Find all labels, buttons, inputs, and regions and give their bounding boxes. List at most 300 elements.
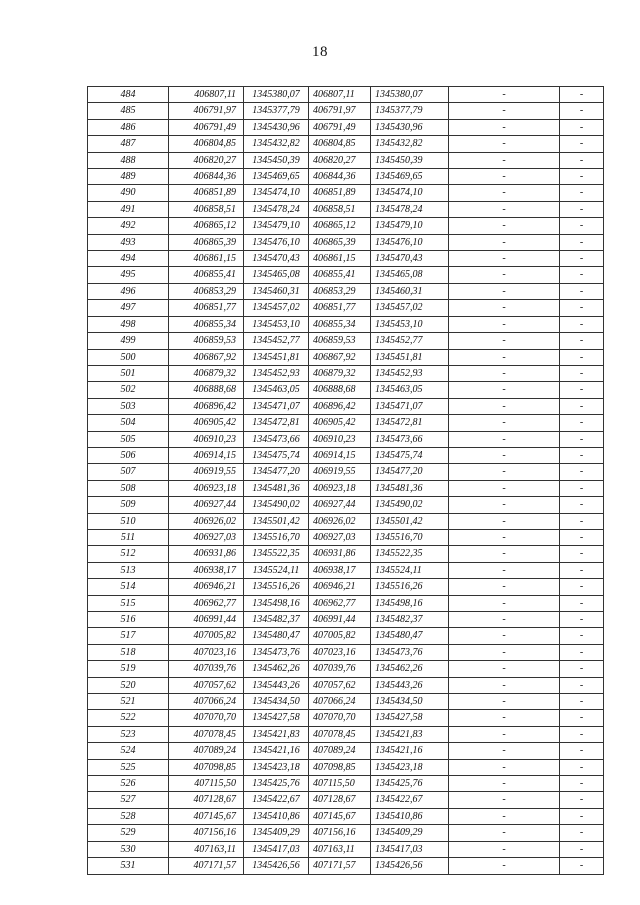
y-coord-2-cell: 1345469,65 xyxy=(371,169,449,185)
table-row xyxy=(88,694,604,710)
point-number-cell: 485 xyxy=(88,103,169,119)
dash-cell-a: - xyxy=(449,349,560,365)
dash-cell-a: - xyxy=(449,825,560,841)
y-coord-cell: 1345450,39 xyxy=(244,152,309,168)
y-coord-cell: 1345498,16 xyxy=(244,595,309,611)
dash-cell-b: - xyxy=(560,251,604,267)
y-coord-cell: 1345524,11 xyxy=(244,562,309,578)
x-coord-2-cell: 406851,77 xyxy=(309,300,371,316)
point-number-cell: 502 xyxy=(88,382,169,398)
y-coord-cell: 1345452,93 xyxy=(244,365,309,381)
dash-cell-a: - xyxy=(449,251,560,267)
y-coord-cell: 1345423,18 xyxy=(244,759,309,775)
x-coord-cell: 407057,62 xyxy=(169,677,244,693)
point-number-cell: 526 xyxy=(88,776,169,792)
y-coord-cell: 1345421,16 xyxy=(244,743,309,759)
y-coord-2-cell: 1345516,70 xyxy=(371,529,449,545)
x-coord-cell: 407039,76 xyxy=(169,661,244,677)
point-number-cell: 501 xyxy=(88,365,169,381)
y-coord-cell: 1345482,37 xyxy=(244,612,309,628)
y-coord-2-cell: 1345377,79 xyxy=(371,103,449,119)
table-row xyxy=(88,382,604,398)
y-coord-2-cell: 1345477,20 xyxy=(371,464,449,480)
x-coord-cell: 406851,89 xyxy=(169,185,244,201)
y-coord-2-cell: 1345498,16 xyxy=(371,595,449,611)
x-coord-2-cell: 407089,24 xyxy=(309,743,371,759)
x-coord-2-cell: 407078,45 xyxy=(309,726,371,742)
x-coord-2-cell: 407171,57 xyxy=(309,858,371,874)
dash-cell-b: - xyxy=(560,825,604,841)
x-coord-2-cell: 407163,11 xyxy=(309,841,371,857)
point-number-cell: 528 xyxy=(88,808,169,824)
y-coord-2-cell: 1345490,02 xyxy=(371,497,449,513)
x-coord-2-cell: 406896,42 xyxy=(309,398,371,414)
point-number-cell: 530 xyxy=(88,841,169,857)
y-coord-2-cell: 1345475,74 xyxy=(371,447,449,463)
point-number-cell: 487 xyxy=(88,136,169,152)
x-coord-cell: 406791,97 xyxy=(169,103,244,119)
dash-cell-a: - xyxy=(449,595,560,611)
dash-cell-a: - xyxy=(449,119,560,135)
dash-cell-b: - xyxy=(560,710,604,726)
point-number-cell: 494 xyxy=(88,251,169,267)
y-coord-cell: 1345475,74 xyxy=(244,447,309,463)
x-coord-cell: 406919,55 xyxy=(169,464,244,480)
y-coord-2-cell: 1345452,77 xyxy=(371,333,449,349)
x-coord-2-cell: 407005,82 xyxy=(309,628,371,644)
x-coord-2-cell: 406923,18 xyxy=(309,480,371,496)
dash-cell-b: - xyxy=(560,185,604,201)
dash-cell-a: - xyxy=(449,382,560,398)
y-coord-2-cell: 1345380,07 xyxy=(371,87,449,103)
x-coord-2-cell: 406905,42 xyxy=(309,415,371,431)
y-coord-2-cell: 1345480,47 xyxy=(371,628,449,644)
point-number-cell: 515 xyxy=(88,595,169,611)
table-row xyxy=(88,776,604,792)
dash-cell-a: - xyxy=(449,152,560,168)
dash-cell-b: - xyxy=(560,677,604,693)
table-row xyxy=(88,152,604,168)
point-number-cell: 488 xyxy=(88,152,169,168)
dash-cell-a: - xyxy=(449,480,560,496)
x-coord-cell: 406865,39 xyxy=(169,234,244,250)
table-row xyxy=(88,825,604,841)
y-coord-2-cell: 1345450,39 xyxy=(371,152,449,168)
point-number-cell: 521 xyxy=(88,694,169,710)
y-coord-cell: 1345457,02 xyxy=(244,300,309,316)
x-coord-cell: 406851,77 xyxy=(169,300,244,316)
y-coord-2-cell: 1345522,35 xyxy=(371,546,449,562)
dash-cell-b: - xyxy=(560,858,604,874)
y-coord-2-cell: 1345460,31 xyxy=(371,283,449,299)
point-number-cell: 517 xyxy=(88,628,169,644)
x-coord-cell: 407145,67 xyxy=(169,808,244,824)
table-row xyxy=(88,267,604,283)
x-coord-2-cell: 407023,16 xyxy=(309,644,371,660)
dash-cell-b: - xyxy=(560,431,604,447)
point-number-cell: 503 xyxy=(88,398,169,414)
table-row xyxy=(88,464,604,480)
table-row xyxy=(88,103,604,119)
x-coord-2-cell: 406991,44 xyxy=(309,612,371,628)
table-row xyxy=(88,480,604,496)
dash-cell-a: - xyxy=(449,333,560,349)
dash-cell-b: - xyxy=(560,480,604,496)
table-row xyxy=(88,726,604,742)
x-coord-cell: 406905,42 xyxy=(169,415,244,431)
y-coord-2-cell: 1345423,18 xyxy=(371,759,449,775)
dash-cell-b: - xyxy=(560,119,604,135)
dash-cell-b: - xyxy=(560,201,604,217)
x-coord-2-cell: 406931,86 xyxy=(309,546,371,562)
x-coord-cell: 407089,24 xyxy=(169,743,244,759)
x-coord-cell: 407098,85 xyxy=(169,759,244,775)
x-coord-2-cell: 406791,49 xyxy=(309,119,371,135)
point-number-cell: 516 xyxy=(88,612,169,628)
dash-cell-b: - xyxy=(560,365,604,381)
x-coord-2-cell: 406804,85 xyxy=(309,136,371,152)
table-row xyxy=(88,333,604,349)
y-coord-2-cell: 1345421,83 xyxy=(371,726,449,742)
dash-cell-b: - xyxy=(560,349,604,365)
x-coord-cell: 406858,51 xyxy=(169,201,244,217)
y-coord-2-cell: 1345481,36 xyxy=(371,480,449,496)
x-coord-2-cell: 406807,11 xyxy=(309,87,371,103)
point-number-cell: 518 xyxy=(88,644,169,660)
point-number-cell: 489 xyxy=(88,169,169,185)
point-number-cell: 509 xyxy=(88,497,169,513)
y-coord-2-cell: 1345426,56 xyxy=(371,858,449,874)
y-coord-cell: 1345480,47 xyxy=(244,628,309,644)
y-coord-2-cell: 1345432,82 xyxy=(371,136,449,152)
dash-cell-b: - xyxy=(560,628,604,644)
point-number-cell: 496 xyxy=(88,283,169,299)
y-coord-cell: 1345422,67 xyxy=(244,792,309,808)
y-coord-2-cell: 1345472,81 xyxy=(371,415,449,431)
y-coord-cell: 1345410,86 xyxy=(244,808,309,824)
x-coord-cell: 407070,70 xyxy=(169,710,244,726)
point-number-cell: 495 xyxy=(88,267,169,283)
table-row xyxy=(88,185,604,201)
dash-cell-b: - xyxy=(560,218,604,234)
dash-cell-b: - xyxy=(560,415,604,431)
y-coord-2-cell: 1345410,86 xyxy=(371,808,449,824)
x-coord-cell: 406931,86 xyxy=(169,546,244,562)
dash-cell-a: - xyxy=(449,464,560,480)
x-coord-2-cell: 406844,36 xyxy=(309,169,371,185)
dash-cell-b: - xyxy=(560,759,604,775)
dash-cell-b: - xyxy=(560,234,604,250)
dash-cell-a: - xyxy=(449,841,560,857)
table-row xyxy=(88,136,604,152)
y-coord-2-cell: 1345501,42 xyxy=(371,513,449,529)
y-coord-2-cell: 1345482,37 xyxy=(371,612,449,628)
point-number-cell: 508 xyxy=(88,480,169,496)
y-coord-cell: 1345426,56 xyxy=(244,858,309,874)
y-coord-cell: 1345460,31 xyxy=(244,283,309,299)
x-coord-2-cell: 406855,41 xyxy=(309,267,371,283)
dash-cell-a: - xyxy=(449,710,560,726)
dash-cell-b: - xyxy=(560,382,604,398)
coordinates-table xyxy=(87,86,604,875)
dash-cell-a: - xyxy=(449,529,560,545)
x-coord-cell: 406859,53 xyxy=(169,333,244,349)
x-coord-cell: 406927,44 xyxy=(169,497,244,513)
x-coord-cell: 406820,27 xyxy=(169,152,244,168)
dash-cell-b: - xyxy=(560,497,604,513)
point-number-cell: 525 xyxy=(88,759,169,775)
x-coord-cell: 406914,15 xyxy=(169,447,244,463)
x-coord-cell: 406855,34 xyxy=(169,316,244,332)
dash-cell-a: - xyxy=(449,628,560,644)
x-coord-2-cell: 407066,24 xyxy=(309,694,371,710)
y-coord-cell: 1345471,07 xyxy=(244,398,309,414)
dash-cell-a: - xyxy=(449,497,560,513)
point-number-cell: 499 xyxy=(88,333,169,349)
x-coord-2-cell: 406962,77 xyxy=(309,595,371,611)
table-row xyxy=(88,365,604,381)
x-coord-cell: 406855,41 xyxy=(169,267,244,283)
x-coord-cell: 407066,24 xyxy=(169,694,244,710)
y-coord-2-cell: 1345471,07 xyxy=(371,398,449,414)
point-number-cell: 527 xyxy=(88,792,169,808)
y-coord-2-cell: 1345451,81 xyxy=(371,349,449,365)
y-coord-2-cell: 1345422,67 xyxy=(371,792,449,808)
x-coord-2-cell: 406919,55 xyxy=(309,464,371,480)
dash-cell-b: - xyxy=(560,267,604,283)
x-coord-2-cell: 407039,76 xyxy=(309,661,371,677)
table-row xyxy=(88,858,604,874)
y-coord-2-cell: 1345476,10 xyxy=(371,234,449,250)
y-coord-cell: 1345462,26 xyxy=(244,661,309,677)
point-number-cell: 500 xyxy=(88,349,169,365)
x-coord-cell: 406865,12 xyxy=(169,218,244,234)
point-number-cell: 491 xyxy=(88,201,169,217)
dash-cell-a: - xyxy=(449,562,560,578)
y-coord-cell: 1345469,65 xyxy=(244,169,309,185)
x-coord-2-cell: 407098,85 xyxy=(309,759,371,775)
dash-cell-a: - xyxy=(449,300,560,316)
dash-cell-a: - xyxy=(449,185,560,201)
table-row xyxy=(88,300,604,316)
table-row xyxy=(88,349,604,365)
x-coord-cell: 406861,15 xyxy=(169,251,244,267)
x-coord-cell: 406791,49 xyxy=(169,119,244,135)
y-coord-2-cell: 1345478,24 xyxy=(371,201,449,217)
y-coord-cell: 1345465,08 xyxy=(244,267,309,283)
dash-cell-a: - xyxy=(449,612,560,628)
x-coord-2-cell: 407115,50 xyxy=(309,776,371,792)
x-coord-cell: 406946,21 xyxy=(169,579,244,595)
table-row xyxy=(88,661,604,677)
y-coord-2-cell: 1345470,43 xyxy=(371,251,449,267)
y-coord-cell: 1345463,05 xyxy=(244,382,309,398)
x-coord-cell: 407115,50 xyxy=(169,776,244,792)
table-row xyxy=(88,808,604,824)
point-number-cell: 531 xyxy=(88,858,169,874)
point-number-cell: 490 xyxy=(88,185,169,201)
x-coord-cell: 406853,29 xyxy=(169,283,244,299)
y-coord-cell: 1345427,58 xyxy=(244,710,309,726)
y-coord-2-cell: 1345453,10 xyxy=(371,316,449,332)
dash-cell-b: - xyxy=(560,562,604,578)
x-coord-2-cell: 406914,15 xyxy=(309,447,371,463)
dash-cell-b: - xyxy=(560,300,604,316)
dash-cell-a: - xyxy=(449,579,560,595)
table-row xyxy=(88,87,604,103)
x-coord-cell: 406879,32 xyxy=(169,365,244,381)
table-row xyxy=(88,201,604,217)
y-coord-cell: 1345516,70 xyxy=(244,529,309,545)
dash-cell-b: - xyxy=(560,464,604,480)
dash-cell-a: - xyxy=(449,136,560,152)
x-coord-2-cell: 406853,29 xyxy=(309,283,371,299)
table-row xyxy=(88,415,604,431)
x-coord-cell: 406896,42 xyxy=(169,398,244,414)
x-coord-cell: 406910,23 xyxy=(169,431,244,447)
x-coord-2-cell: 406820,27 xyxy=(309,152,371,168)
y-coord-2-cell: 1345524,11 xyxy=(371,562,449,578)
x-coord-cell: 406938,17 xyxy=(169,562,244,578)
dash-cell-a: - xyxy=(449,103,560,119)
table-row xyxy=(88,677,604,693)
dash-cell-a: - xyxy=(449,661,560,677)
coordinates-table-body xyxy=(88,87,604,875)
dash-cell-a: - xyxy=(449,858,560,874)
point-number-cell: 493 xyxy=(88,234,169,250)
point-number-cell: 505 xyxy=(88,431,169,447)
point-number-cell: 498 xyxy=(88,316,169,332)
x-coord-cell: 407163,11 xyxy=(169,841,244,857)
y-coord-cell: 1345476,10 xyxy=(244,234,309,250)
point-number-cell: 510 xyxy=(88,513,169,529)
y-coord-2-cell: 1345417,03 xyxy=(371,841,449,857)
x-coord-2-cell: 407145,67 xyxy=(309,808,371,824)
y-coord-cell: 1345430,96 xyxy=(244,119,309,135)
y-coord-cell: 1345451,81 xyxy=(244,349,309,365)
x-coord-cell: 406867,92 xyxy=(169,349,244,365)
y-coord-cell: 1345377,79 xyxy=(244,103,309,119)
point-number-cell: 497 xyxy=(88,300,169,316)
table-row xyxy=(88,497,604,513)
point-number-cell: 506 xyxy=(88,447,169,463)
y-coord-cell: 1345434,50 xyxy=(244,694,309,710)
dash-cell-b: - xyxy=(560,283,604,299)
table-row xyxy=(88,612,604,628)
dash-cell-a: - xyxy=(449,283,560,299)
point-number-cell: 520 xyxy=(88,677,169,693)
x-coord-2-cell: 406865,39 xyxy=(309,234,371,250)
table-row xyxy=(88,792,604,808)
x-coord-2-cell: 407156,16 xyxy=(309,825,371,841)
dash-cell-b: - xyxy=(560,447,604,463)
x-coord-2-cell: 406859,53 xyxy=(309,333,371,349)
x-coord-cell: 406888,68 xyxy=(169,382,244,398)
y-coord-2-cell: 1345457,02 xyxy=(371,300,449,316)
y-coord-cell: 1345380,07 xyxy=(244,87,309,103)
table-row xyxy=(88,841,604,857)
dash-cell-b: - xyxy=(560,726,604,742)
dash-cell-b: - xyxy=(560,612,604,628)
x-coord-2-cell: 406791,97 xyxy=(309,103,371,119)
dash-cell-a: - xyxy=(449,743,560,759)
table-row xyxy=(88,316,604,332)
dash-cell-b: - xyxy=(560,103,604,119)
x-coord-cell: 406804,85 xyxy=(169,136,244,152)
y-coord-2-cell: 1345473,76 xyxy=(371,644,449,660)
dash-cell-a: - xyxy=(449,694,560,710)
dash-cell-a: - xyxy=(449,726,560,742)
y-coord-2-cell: 1345463,05 xyxy=(371,382,449,398)
table-row xyxy=(88,546,604,562)
dash-cell-a: - xyxy=(449,218,560,234)
dash-cell-b: - xyxy=(560,529,604,545)
x-coord-cell: 406807,11 xyxy=(169,87,244,103)
dash-cell-b: - xyxy=(560,152,604,168)
x-coord-2-cell: 406938,17 xyxy=(309,562,371,578)
dash-cell-b: - xyxy=(560,595,604,611)
table-row xyxy=(88,431,604,447)
y-coord-cell: 1345481,36 xyxy=(244,480,309,496)
y-coord-cell: 1345421,83 xyxy=(244,726,309,742)
dash-cell-b: - xyxy=(560,87,604,103)
dash-cell-b: - xyxy=(560,546,604,562)
y-coord-2-cell: 1345443,26 xyxy=(371,677,449,693)
dash-cell-b: - xyxy=(560,694,604,710)
dash-cell-a: - xyxy=(449,808,560,824)
page-number: 18 xyxy=(312,44,328,60)
x-coord-cell: 407128,67 xyxy=(169,792,244,808)
table-row xyxy=(88,119,604,135)
dash-cell-b: - xyxy=(560,333,604,349)
y-coord-2-cell: 1345465,08 xyxy=(371,267,449,283)
y-coord-2-cell: 1345425,76 xyxy=(371,776,449,792)
dash-cell-b: - xyxy=(560,579,604,595)
y-coord-cell: 1345490,02 xyxy=(244,497,309,513)
y-coord-2-cell: 1345479,10 xyxy=(371,218,449,234)
x-coord-cell: 406923,18 xyxy=(169,480,244,496)
x-coord-cell: 407005,82 xyxy=(169,628,244,644)
dash-cell-a: - xyxy=(449,267,560,283)
x-coord-2-cell: 406851,89 xyxy=(309,185,371,201)
y-coord-cell: 1345473,76 xyxy=(244,644,309,660)
table-row xyxy=(88,447,604,463)
point-number-cell: 523 xyxy=(88,726,169,742)
x-coord-2-cell: 407070,70 xyxy=(309,710,371,726)
y-coord-cell: 1345501,42 xyxy=(244,513,309,529)
y-coord-cell: 1345443,26 xyxy=(244,677,309,693)
y-coord-cell: 1345479,10 xyxy=(244,218,309,234)
table-row xyxy=(88,234,604,250)
y-coord-2-cell: 1345430,96 xyxy=(371,119,449,135)
point-number-cell: 529 xyxy=(88,825,169,841)
dash-cell-b: - xyxy=(560,169,604,185)
point-number-cell: 507 xyxy=(88,464,169,480)
dash-cell-a: - xyxy=(449,169,560,185)
point-number-cell: 519 xyxy=(88,661,169,677)
table-row xyxy=(88,169,604,185)
y-coord-2-cell: 1345462,26 xyxy=(371,661,449,677)
dash-cell-b: - xyxy=(560,776,604,792)
table-row xyxy=(88,710,604,726)
y-coord-2-cell: 1345452,93 xyxy=(371,365,449,381)
table-row xyxy=(88,283,604,299)
dash-cell-b: - xyxy=(560,661,604,677)
point-number-cell: 504 xyxy=(88,415,169,431)
y-coord-cell: 1345477,20 xyxy=(244,464,309,480)
point-number-cell: 514 xyxy=(88,579,169,595)
y-coord-cell: 1345425,76 xyxy=(244,776,309,792)
